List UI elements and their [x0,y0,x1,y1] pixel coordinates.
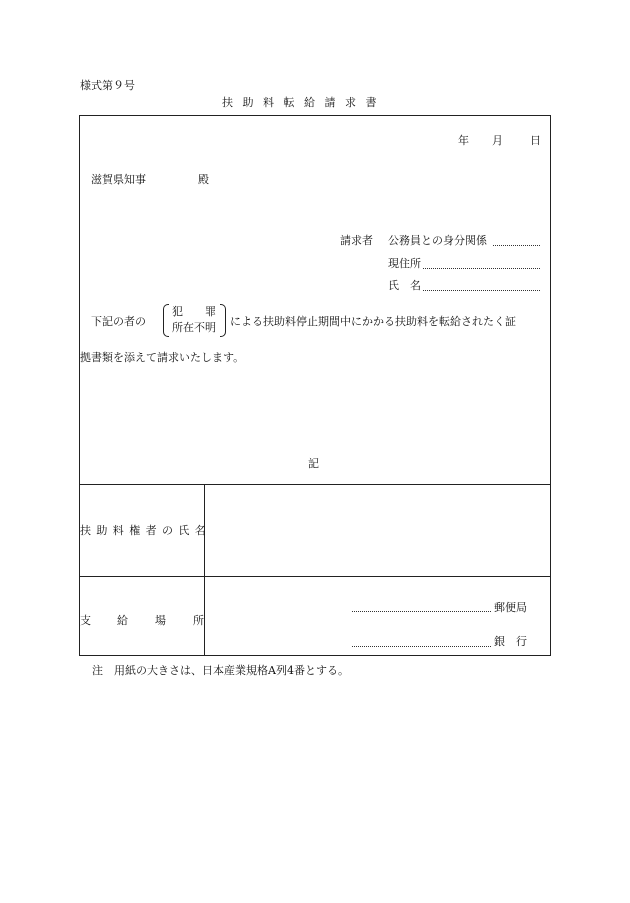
payment-place-char: 所 [193,614,204,627]
form-title: 扶助料転給請求書 [222,96,386,109]
right-brace [220,304,226,337]
table-column-divider [204,484,205,656]
payment-place-char: 支 [80,614,91,627]
addressee: 滋賀県知事 [91,173,146,186]
post-office-label: 郵便局 [494,601,527,614]
name-field[interactable] [423,290,540,291]
payment-place-char: 場 [155,614,166,627]
reason-option-unknown: 所在不明 [172,321,216,334]
name-label: 氏 名 [388,279,421,292]
post-office-field[interactable] [352,611,491,612]
left-brace [163,304,169,337]
relation-label: 公務員との身分関係 [388,234,487,247]
reason-option-crime: 犯 罪 [172,305,216,318]
requester-label: 請求者 [340,234,373,247]
body-text-line-2: 拠書類を添えて請求いたします。 [80,351,245,364]
addressee-honorific: 殿 [198,173,209,186]
beneficiary-name-label: 扶助料権者の氏名 [80,524,212,537]
form-number: 様式第９号 [80,79,135,92]
day-label: 日 [530,134,541,147]
address-field[interactable] [423,268,540,269]
table-middle-divider [79,576,551,577]
body-subject: 下記の者の [91,315,146,328]
body-text-line-1: による扶助料停止期間中にかかる扶助料を転給されたく証 [230,315,516,328]
bank-label: 銀 行 [494,635,527,648]
month-label: 月 [492,134,503,147]
payment-place-char: 給 [117,614,128,627]
footnote: 注 用紙の大きさは、日本産業規格A列4番とする。 [92,664,349,677]
address-label: 現住所 [388,257,421,270]
table-top-divider [79,484,551,485]
year-label: 年 [458,134,469,147]
bank-field[interactable] [352,646,491,647]
relation-field[interactable] [493,245,540,246]
form-frame [79,115,551,656]
ki-label: 記 [308,457,319,470]
